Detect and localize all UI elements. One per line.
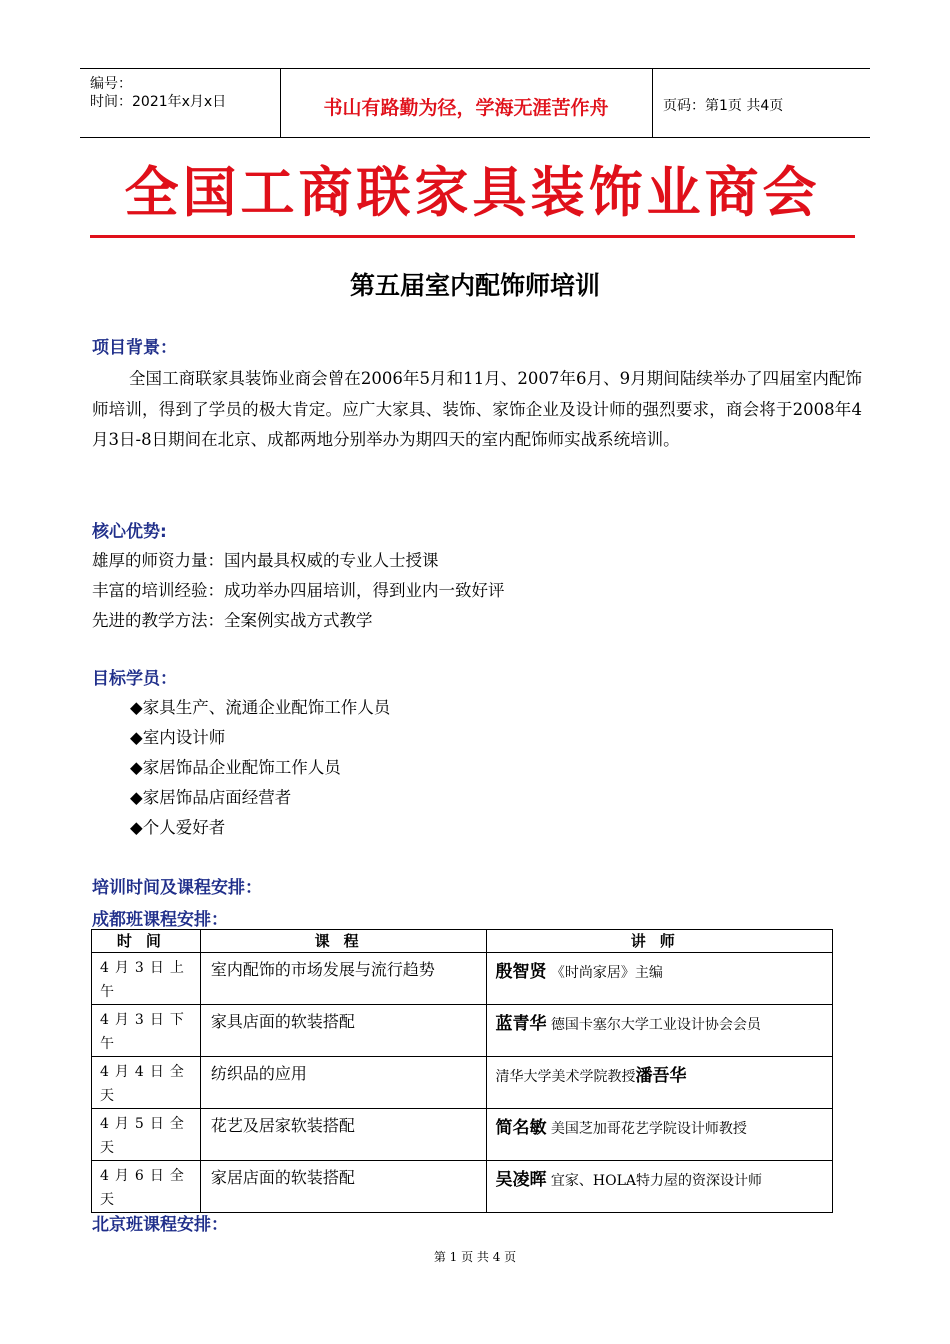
lecturer	[487, 953, 832, 982]
schedule-heading: 培训时间及课程安排：	[92, 878, 262, 898]
header-info-cell	[80, 69, 281, 137]
lecturer-name: 吴凌晖	[495, 1170, 547, 1190]
header-table	[80, 68, 870, 138]
page-label: 页码：第1页 共4页	[663, 98, 784, 114]
target-item: ◆家具生产、流通企业配饰工作人员	[130, 698, 391, 717]
table-header-row	[92, 930, 833, 953]
background-heading: 项目背景：	[92, 338, 177, 358]
session-time: 4月5日全天	[100, 1116, 190, 1156]
advantage-item: 先进的教学方法：全案例实战方式教学	[92, 611, 373, 630]
beijing-heading: 北京班课程安排：	[92, 1215, 228, 1235]
lecturer-name: 殷智贤	[495, 962, 547, 982]
lecturer	[487, 1005, 832, 1034]
table-row	[92, 1161, 833, 1213]
lecturer	[487, 1057, 832, 1086]
lecturer	[487, 1161, 832, 1190]
chengdu-heading: 成都班课程安排：	[92, 910, 228, 930]
session-time: 4月4日全天	[100, 1064, 190, 1104]
table-row	[92, 1109, 833, 1161]
doc-title: 第五届室内配饰师培训	[349, 271, 600, 300]
time-label: 时间：2021年x月x日	[90, 94, 227, 110]
number-label: 编号：	[90, 76, 132, 92]
target-item: ◆个人爱好者	[130, 818, 226, 837]
lecturer-title: 德国卡塞尔大学工业设计协会会员	[550, 1017, 761, 1033]
target-item: ◆室内设计师	[130, 728, 226, 747]
header-page-cell	[653, 69, 870, 137]
chengdu-schedule-table	[91, 929, 833, 1213]
lecturer-title: 美国芝加哥花艺学院设计师教授	[550, 1121, 747, 1137]
lecturer	[487, 1109, 832, 1138]
lecturer-name: 简名敏	[495, 1118, 547, 1138]
column-header: 讲师	[487, 930, 833, 953]
course-name: 室内配饰的市场发展与流行趋势	[210, 960, 435, 979]
lecturer-name: 蓝青华	[495, 1014, 547, 1034]
session-time: 4月3日上午	[100, 960, 190, 1000]
table-row	[92, 1005, 833, 1057]
targets-heading: 目标学员：	[92, 669, 177, 689]
header-motto-cell	[280, 69, 653, 137]
org-title: 全国工商联家具装饰业商会	[124, 160, 821, 224]
lecturer-title: 宜家、HOLA特力屋的资深设计师	[550, 1173, 762, 1189]
target-item: ◆家居饰品店面经营者	[130, 788, 292, 807]
lecturer-name: 潘吾华	[635, 1066, 687, 1086]
advantage-item: 雄厚的师资力量：国内最具权威的专业人士授课	[92, 551, 439, 570]
session-time: 4月3日下午	[100, 1012, 190, 1052]
target-item: ◆家居饰品企业配饰工作人员	[130, 758, 341, 777]
lecturer-title: 清华大学美术学院教授	[495, 1069, 636, 1085]
motto: 书山有路勤为径，学海无涯苦作舟	[323, 97, 609, 119]
lecturer-title: 《时尚家居》主编	[550, 965, 663, 981]
title-underline	[90, 235, 855, 238]
table-row	[92, 1057, 833, 1109]
table-row	[92, 953, 833, 1005]
advantages-heading: 核心优势:	[92, 522, 167, 542]
session-time: 4月6日全天	[100, 1168, 190, 1208]
column-header: 课程	[200, 930, 487, 953]
course-name: 家具店面的软装搭配	[210, 1012, 355, 1031]
column-header: 时间	[92, 930, 201, 953]
page-footer: 第 1 页 共 4 页	[433, 1250, 517, 1264]
course-name: 纺织品的应用	[210, 1064, 307, 1083]
course-name: 家居店面的软装搭配	[210, 1168, 355, 1187]
advantage-item: 丰富的培训经验：成功举办四届培训，得到业内一致好评	[92, 581, 505, 600]
course-name: 花艺及居家软装搭配	[210, 1116, 355, 1135]
background-text: 全国工商联家具装饰业商会曾在2006年5月和11月、2007年6月、9月期间陆续举办了四届室内配饰师培训，得到了学员的极大肯定。应广大家具、装饰、家饰企业及设计师的强烈要求，商会将于2008年4月3日-8日期间在北京、成都两地分别举办为期四天的室内配饰师实战系统培训。	[92, 369, 862, 449]
